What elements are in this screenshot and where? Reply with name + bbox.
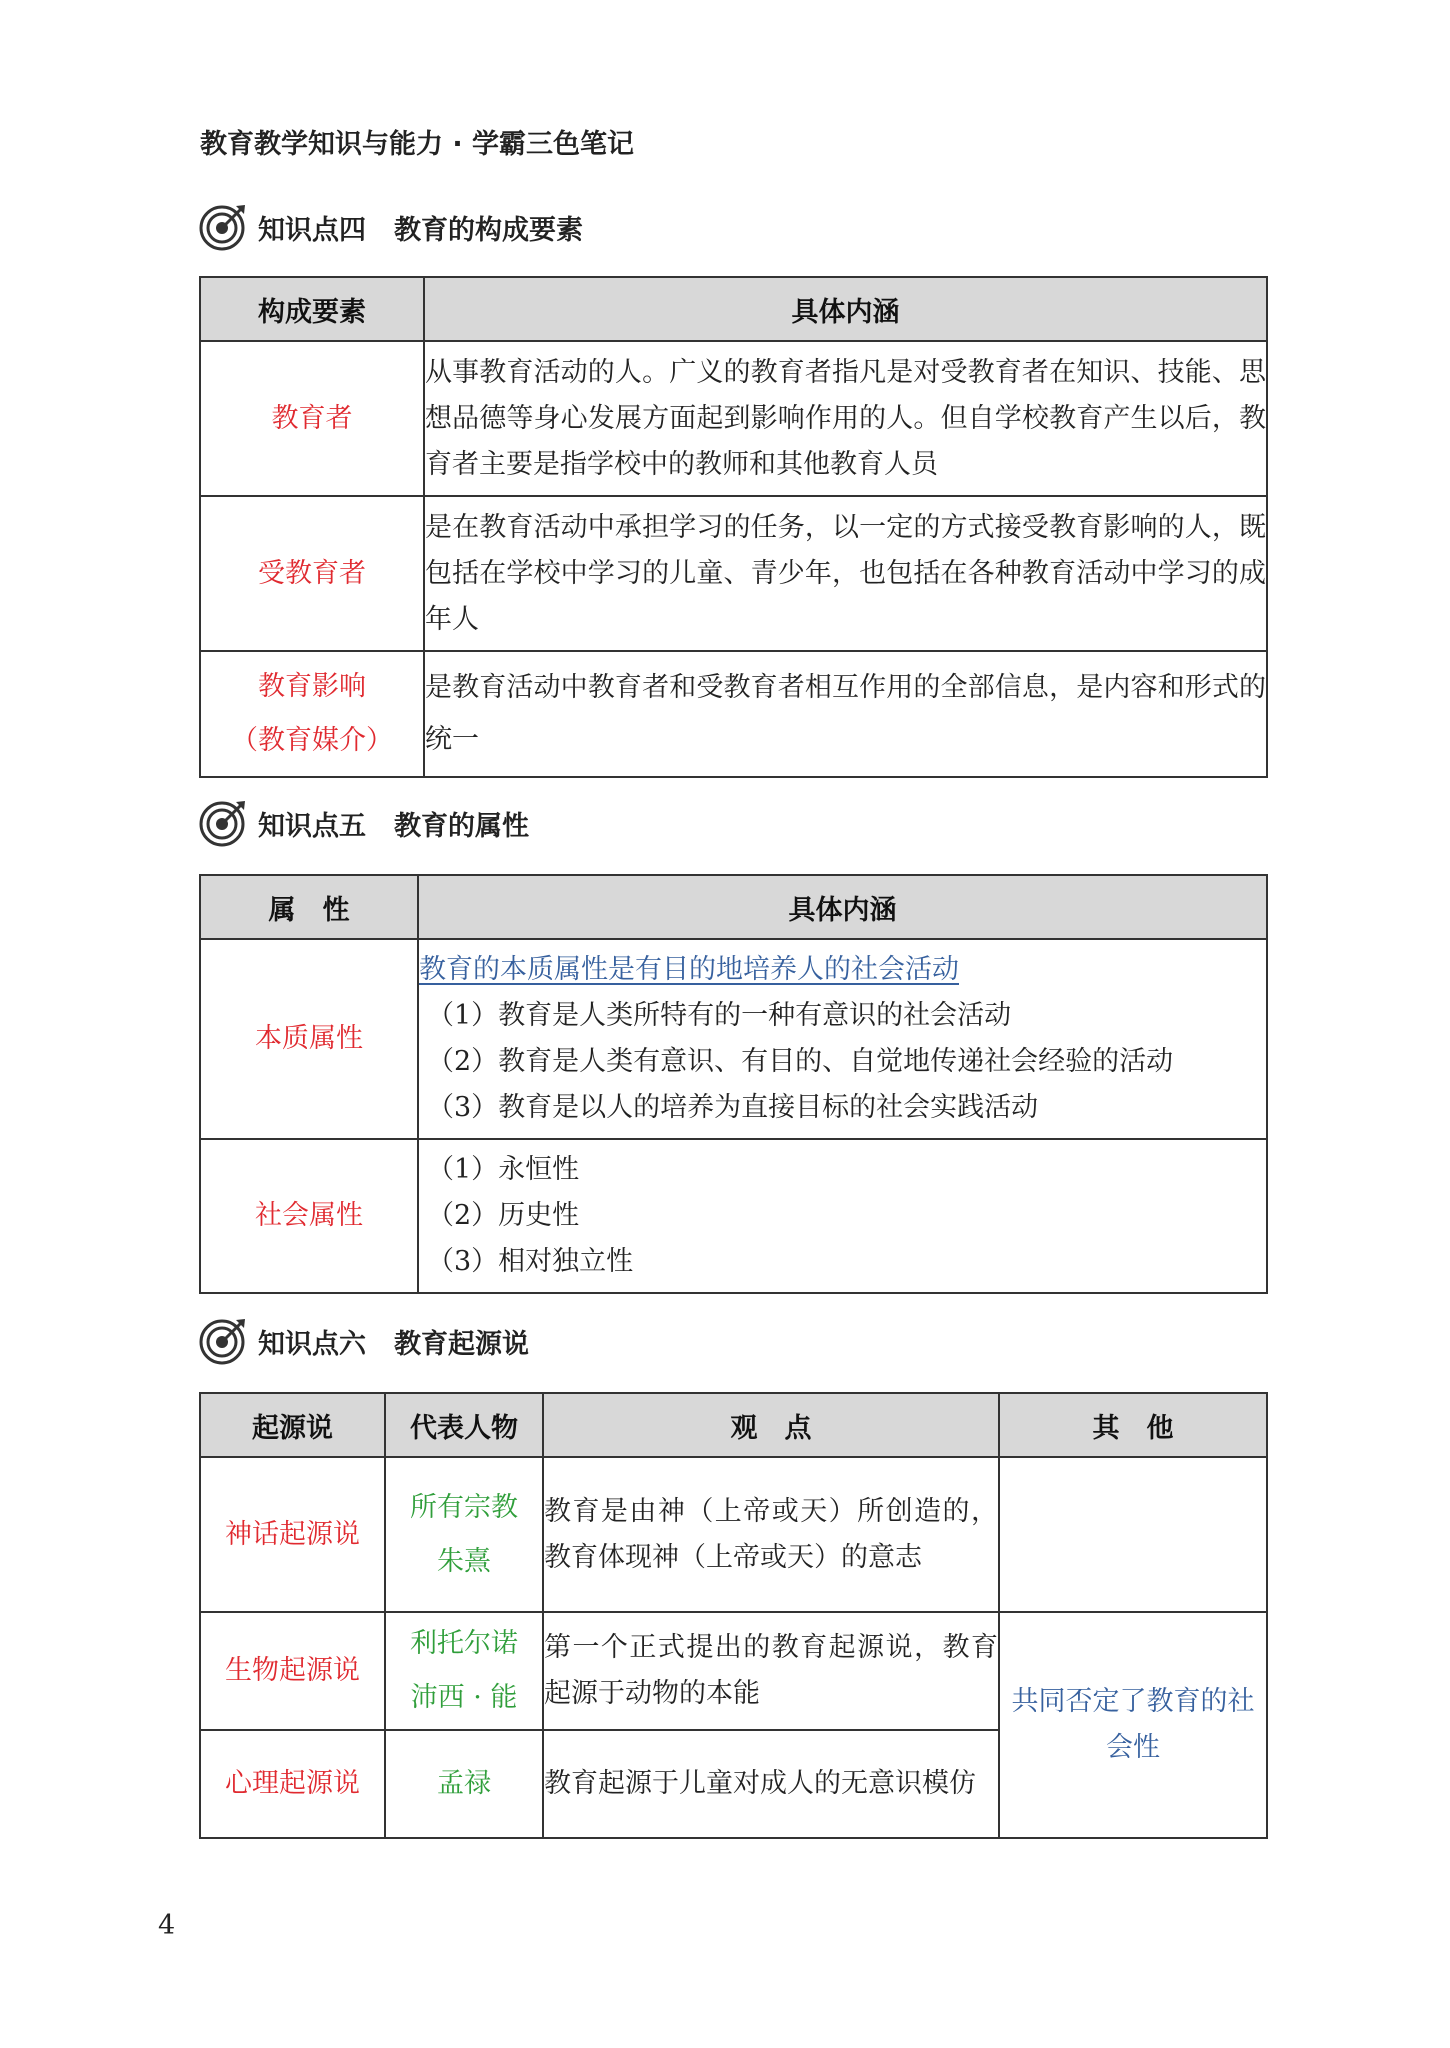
representatives xyxy=(385,1457,543,1612)
attribute-name: 本质属性 xyxy=(200,939,418,1139)
column-header: 其 他 xyxy=(999,1393,1267,1457)
section-label: 知识点五 xyxy=(258,810,366,842)
target-icon xyxy=(198,202,248,252)
column-header: 构成要素 xyxy=(200,277,424,341)
table-row xyxy=(200,1457,1267,1612)
origin-theory: 神话起源说 xyxy=(200,1457,385,1612)
attribute-item: （2）教育是人类有意识、有目的、自觉地传递社会经验的活动 xyxy=(427,1046,1174,1077)
origin-theory: 生物起源说 xyxy=(200,1612,385,1730)
attribute-content xyxy=(418,1139,1267,1293)
section-label: 知识点六 xyxy=(258,1328,366,1360)
section-heading-5 xyxy=(198,796,529,850)
column-header: 观 点 xyxy=(543,1393,999,1457)
representative: 朱熹 xyxy=(437,1545,491,1577)
representatives xyxy=(385,1612,543,1730)
viewpoint: 第一个正式提出的教育起源说，教育起源于动物的本能 xyxy=(543,1612,999,1730)
element-name-main: 教育影响 xyxy=(258,671,366,702)
column-header: 代表人物 xyxy=(385,1393,543,1457)
representative: 沛西 · 能 xyxy=(410,1682,518,1713)
attribute-item: （3）相对独立性 xyxy=(427,1246,634,1277)
attributes-table xyxy=(199,874,1268,1294)
section-heading-4 xyxy=(198,200,583,254)
section-title-5 xyxy=(258,804,529,843)
section-title-4 xyxy=(258,208,583,247)
section-heading-6 xyxy=(198,1314,529,1368)
element-name: 教育者 xyxy=(200,341,424,496)
element-content: 是教育活动中教育者和受教育者相互作用的全部信息，是内容和形式的统一 xyxy=(424,651,1267,777)
representative: 利托尔诺 xyxy=(410,1628,518,1659)
column-header: 起源说 xyxy=(200,1393,385,1457)
attribute-item: （1）教育是人类所特有的一种有意识的社会活动 xyxy=(427,1000,1012,1031)
table-row xyxy=(200,1139,1267,1293)
page-number: 4 xyxy=(158,1910,176,1941)
element-content: 从事教育活动的人。广义的教育者指凡是对受教育者在知识、技能、思想品德等身心发展方面起到影响作用的人。但自学校教育产生以后，教育者主要是指学校中的教师和其他教育人员 xyxy=(424,341,1267,496)
table-row xyxy=(200,496,1267,651)
target-icon xyxy=(198,798,248,848)
column-header: 具体内涵 xyxy=(418,875,1267,939)
element-name: 受教育者 xyxy=(200,496,424,651)
column-header: 属 性 xyxy=(200,875,418,939)
table-row xyxy=(200,651,1267,777)
table-row xyxy=(200,341,1267,496)
element-name-sub: （教育媒介） xyxy=(231,725,393,756)
representative: 所有宗教 xyxy=(410,1491,518,1523)
attribute-item: （2）历史性 xyxy=(427,1200,580,1231)
origins-table xyxy=(199,1392,1268,1839)
section-name: 教育起源说 xyxy=(394,1328,529,1360)
target-icon xyxy=(198,1316,248,1366)
section-label: 知识点四 xyxy=(258,214,366,246)
attribute-item: （3）教育是以人的培养为直接目标的社会实践活动 xyxy=(427,1092,1039,1123)
element-name xyxy=(200,651,424,777)
other-note xyxy=(999,1457,1267,1612)
other-note: 共同否定了教育的社会性 xyxy=(999,1612,1267,1838)
section-name: 教育的属性 xyxy=(394,810,529,842)
section-name: 教育的构成要素 xyxy=(394,214,583,246)
column-header: 具体内涵 xyxy=(424,277,1267,341)
viewpoint: 教育是由神（上帝或天）所创造的，教育体现神（上帝或天）的意志 xyxy=(543,1457,999,1612)
elements-table xyxy=(199,276,1268,778)
attribute-content xyxy=(418,939,1267,1139)
attribute-name: 社会属性 xyxy=(200,1139,418,1293)
representatives xyxy=(385,1730,543,1838)
element-content: 是在教育活动中承担学习的任务，以一定的方式接受教育影响的人，既包括在学校中学习的儿童、青少年，也包括在各种教育活动中学习的成年人 xyxy=(424,496,1267,651)
table-row xyxy=(200,1612,1267,1730)
section-title-6 xyxy=(258,1322,529,1361)
attribute-item: （1）永恒性 xyxy=(427,1154,580,1185)
table-row xyxy=(200,939,1267,1139)
viewpoint: 教育起源于儿童对成人的无意识模仿 xyxy=(543,1730,999,1838)
origin-theory: 心理起源说 xyxy=(200,1730,385,1838)
attribute-lead: 教育的本质属性是有目的地培养人的社会活动 xyxy=(419,954,959,985)
representative: 孟禄 xyxy=(437,1768,491,1799)
running-header: 教育教学知识与能力 · 学霸三色笔记 xyxy=(200,129,635,160)
